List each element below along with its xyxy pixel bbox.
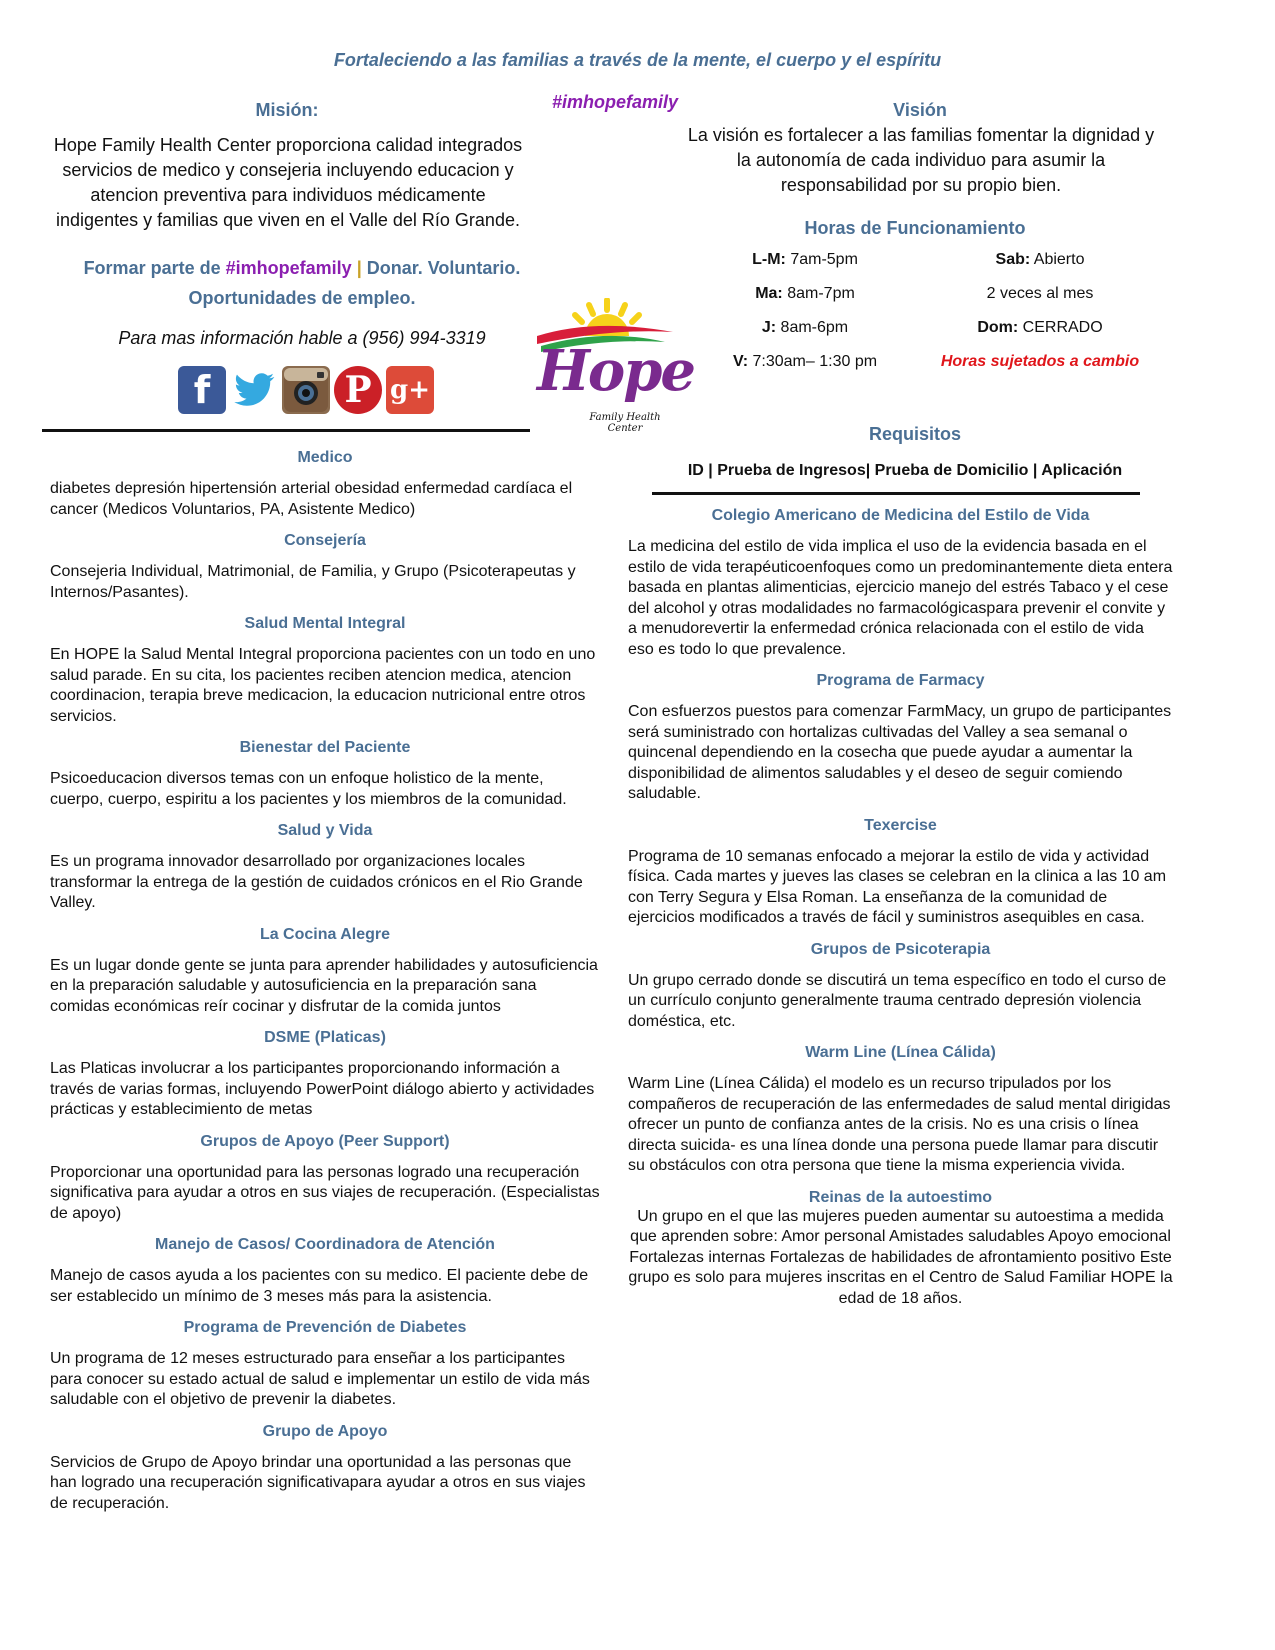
section-reinas-de-la-autoestimo bbox=[628, 1189, 1173, 1310]
section-title: Consejería bbox=[284, 532, 366, 549]
hours-row: J: 8am-6pm bbox=[761, 319, 849, 336]
requirements-text: ID | Prueba de Ingresos| Prueba de Domicilio | Aplicación bbox=[687, 462, 1123, 479]
mission-text: Hope Family Health Center proporciona calidad integrados servicios de medico y consejeria incluyendo educacion y atencion preventiva para individuos médicamente indigentes y familias que viven en el Valle del Río Grande. bbox=[53, 135, 523, 230]
section-title: Texercise bbox=[864, 816, 937, 834]
section-warm-line-linea-calida bbox=[628, 1044, 1173, 1177]
section-grupos-de-psicoterapia bbox=[628, 941, 1173, 1033]
section-title: Medico bbox=[297, 449, 353, 466]
section-text: En HOPE la Salud Mental Integral proporciona pacientes con un todo en uno salud parade. En su cita, los pacientes reciben atencion medica, atencion coordinacion, terapia breve medicacion, la educacion nutricional entre otros servicios. bbox=[50, 646, 596, 725]
section-texercise bbox=[628, 817, 1173, 929]
section-title: Reinas de la autoestimo bbox=[808, 1188, 993, 1206]
section-dsme-platicas bbox=[50, 1029, 600, 1121]
section-title: DSME (Platicas) bbox=[264, 1029, 386, 1046]
join-actions[interactable]: Donar. Voluntario. bbox=[366, 258, 521, 278]
section-text: La medicina del estilo de vida implica el uso de la evidencia basada en el estilo de vida terapéuticoenfoques como un predominantemente dieta entera basada en plantas alimenticias, ejercicio manejo del estrés Tabaco y el cese del alcohol y otras modalidades no farmacológicaspara prevenir el convite y a menudorevertir la enfermedad crónica relacionada con el estilo de vida eso es todo lo que prevalence. bbox=[628, 538, 1173, 658]
section-text: Es un lugar donde gente se junta para aprender habilidades y autosuficiencia en la preparación saludable y autosuficiencia en la preparación sana comidas económicas reír cocinar y disfrutar de la comida juntos bbox=[50, 956, 598, 1015]
section-text: Warm Line (Línea Cálida) el modelo es un recurso tripulados por los compañeros de recuperación de las enfermedades de salud mental dirigidas ofrecer un punto de confianza antes de la crisis. No es una crisis o línea directa suicida- es una línea donde una persona puede llamar para discutir su obstáculos con otra persona que tiene la misma experiencia vivida. bbox=[628, 1075, 1171, 1174]
section-programa-de-prevencion-de-diabetes bbox=[50, 1319, 600, 1411]
section-grupo-de-apoyo bbox=[50, 1423, 600, 1515]
section-salud-y-vida bbox=[50, 822, 600, 914]
pinterest-icon[interactable]: P bbox=[334, 366, 382, 414]
jobs-link[interactable]: Oportunidades de empleo. bbox=[188, 288, 416, 308]
section-title: Salud Mental Integral bbox=[244, 615, 406, 632]
left-divider bbox=[42, 429, 530, 432]
section-title: Salud y Vida bbox=[277, 822, 373, 839]
hope-logo bbox=[535, 298, 695, 434]
join-prefix: Formar parte de bbox=[83, 258, 221, 278]
hours-right-column bbox=[920, 251, 1160, 387]
section-bienestar-del-paciente bbox=[50, 739, 600, 810]
hours-left-column bbox=[700, 251, 910, 387]
tagline: Fortaleciendo a las familias a través de la mente, el cuerpo y el espíritu bbox=[333, 50, 942, 70]
section-text: diabetes depresión hipertensión arterial obesidad enfermedad cardíaca el cancer (Medicos Voluntarios, PA, Asistente Medico) bbox=[50, 480, 573, 518]
hours-row: V: 7:30am– 1:30 pm bbox=[732, 353, 878, 370]
section-text: Manejo de casos ayuda a los pacientes con su medico. El paciente debe de ser establecido un mínimo de 3 meses más para la asistencia. bbox=[50, 1267, 589, 1305]
section-text: Un grupo en el que las mujeres pueden aumentar su autoestima a medida que aprenden sobre: Amor personal Amistades saludables Apoyo emocional Fortalezas internas Fortalezas de habilidades de afrontamiento positivo Este grupo es solo para mujeres inscritas en el Centro de Salud Familiar HOPE la edad de 18 años. bbox=[628, 1207, 1173, 1307]
left-services-column bbox=[50, 449, 600, 1526]
section-text: Proporcionar una oportunidad para las personas logrado una recuperación significativa para ayudar a otros en sus viajes de recuperación. (Especialistas de apoyo) bbox=[50, 1163, 600, 1222]
section-la-cocina-alegre bbox=[50, 926, 600, 1018]
hours-row: 2 veces al mes bbox=[986, 285, 1094, 302]
social-icons-row bbox=[178, 366, 438, 416]
section-text: Un programa de 12 meses estructurado para enseñar a los participantes para conocer su estado actual de salud e implementar un estilo de vida más saludable con el objetivo de prevenir la diabetes. bbox=[50, 1350, 590, 1408]
section-text: Programa de 10 semanas enfocado a mejorar la estilo de vida y actividad física. Cada martes y jueves las clases se celebran en la clinica a las 10 am con Terry Segura y Elsa Roman. La enseñanza de la comunidad de ejercicios modificados a través de fácil y suministros asequibles en casa. bbox=[628, 847, 1167, 926]
vision-text: La visión es fortalecer a las familias fomentar la dignidad y la autonomía de cada individuo para asumir la responsabilidad por su propio bien. bbox=[687, 125, 1155, 195]
logo-word: Hope bbox=[537, 338, 695, 404]
section-text: Servicios de Grupo de Apoyo brindar una oportunidad a las personas que han logrado una recuperación significativapara ayudar a otros en sus viajes de recuperación. bbox=[50, 1453, 586, 1512]
join-separator: | bbox=[356, 258, 362, 278]
section-programa-de-farmacy bbox=[628, 672, 1173, 805]
section-text: Un grupo cerrado donde se discutirá un tema específico en todo el curso de un currículo conjunto generalmente trauma centrado depresión violencia doméstica, etc. bbox=[628, 971, 1167, 1030]
mission-title: Misión: bbox=[255, 100, 319, 120]
section-colegio-americano-de-medicina-del-estilo-de-vida bbox=[628, 507, 1173, 660]
instagram-icon[interactable] bbox=[282, 366, 330, 414]
section-title: Programa de Prevención de Diabetes bbox=[183, 1319, 467, 1336]
vision-title: Visión bbox=[893, 100, 947, 120]
logo-subtitle: Family Health Center bbox=[589, 412, 661, 434]
section-title: Grupos de Apoyo (Peer Support) bbox=[200, 1132, 450, 1150]
section-text: Psicoeducacion diversos temas con un enfoque holistico de la mente, cuerpo, cuerpo, espiritu a los pacientes y los miembros de la comunidad. bbox=[50, 770, 567, 808]
google-plus-icon[interactable]: g+ bbox=[386, 366, 434, 414]
hours-row: Dom: CERRADO bbox=[977, 319, 1103, 336]
hours-row: Sab: Abierto bbox=[995, 251, 1085, 268]
section-title: Grupo de Apoyo bbox=[262, 1422, 388, 1440]
section-title: Grupos de Psicoterapia bbox=[810, 940, 991, 958]
hours-title: Horas de Funcionamiento bbox=[804, 218, 1026, 238]
facebook-icon[interactable]: f bbox=[178, 366, 226, 414]
requirements-title: Requisitos bbox=[868, 424, 961, 444]
section-title: Colegio Americano de Medicina del Estilo de Vida bbox=[711, 507, 1090, 524]
section-medico bbox=[50, 449, 600, 520]
section-text: Es un programa innovador desarrollado por organizaciones locales transformar la entrega de la gestión de cuidados crónicos en el Rio Grande Valley. bbox=[50, 853, 583, 911]
section-text: Las Platicas involucrar a los participantes proporcionando información a través de varias formas, incluyendo PowerPoint diálogo abierto y actividades prácticas y establecimiento de metas bbox=[50, 1060, 595, 1118]
section-manejo-de-casos-coordinadora-de-atencion bbox=[50, 1236, 600, 1307]
section-title: Bienestar del Paciente bbox=[239, 739, 411, 756]
section-salud-mental-integral bbox=[50, 615, 600, 727]
center-hashtag[interactable]: #imhopefamily bbox=[551, 92, 679, 112]
section-consejeria bbox=[50, 532, 600, 603]
section-text: Con esfuerzos puestos para comenzar FarmMacy, un grupo de participantes será suministrado con hortalizas cultivadas del Valley a sea semanal o quincenal dependiendo en la cosecha que puede ayudar a aumentar la disponibilidad de alimentos saludables y el deseo de seguir comiendo saludable. bbox=[628, 703, 1172, 802]
right-services-column bbox=[628, 507, 1173, 1321]
section-grupos-de-apoyo-peer-support bbox=[50, 1133, 600, 1225]
hours-row: L-M: 7am-5pm bbox=[752, 251, 858, 268]
section-title: Manejo de Casos/ Coordinadora de Atención bbox=[155, 1236, 495, 1253]
section-title: La Cocina Alegre bbox=[259, 925, 391, 943]
join-hashtag[interactable]: #imhopefamily bbox=[225, 258, 352, 278]
hours-row: Ma: 8am-7pm bbox=[755, 285, 855, 302]
hours-notice: Horas sujetados a cambio bbox=[940, 353, 1140, 370]
twitter-icon[interactable] bbox=[230, 366, 278, 414]
section-title: Programa de Farmacy bbox=[816, 672, 985, 689]
section-text: Consejeria Individual, Matrimonial, de Familia, y Grupo (Psicoterapeutas y Internos/Pasantes). bbox=[50, 563, 576, 601]
contact-phone: Para mas información hable a (956) 994-3319 bbox=[118, 328, 486, 348]
right-divider bbox=[652, 492, 1140, 495]
join-line bbox=[42, 258, 562, 279]
section-title: Warm Line (Línea Cálida) bbox=[805, 1044, 996, 1061]
